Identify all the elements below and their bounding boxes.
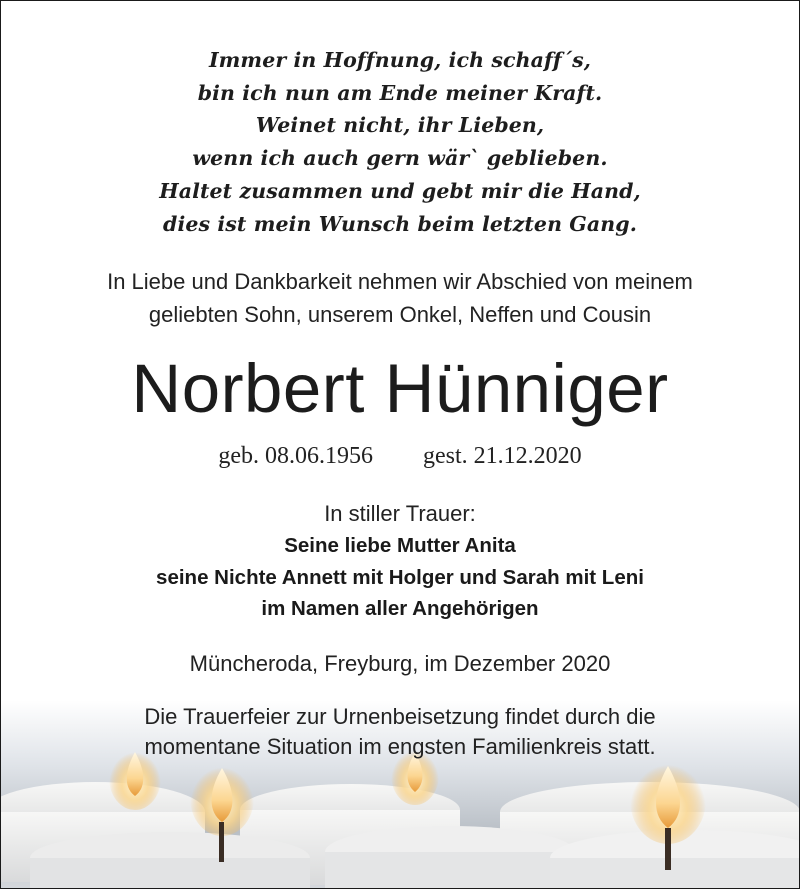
- mourner-line: Seine liebe Mutter Anita: [284, 534, 516, 557]
- mourners-list: [0, 530, 800, 625]
- deceased-name: Norbert Hünniger: [131, 350, 669, 427]
- intro-line: geliebten Sohn, unserem Onkel, Neffen und Cousin: [148, 301, 652, 327]
- mourner-line: im Namen aller Angehörigen: [261, 597, 539, 620]
- intro-line: In Liebe und Dankbarkeit nehmen wir Abschied von meinem: [107, 269, 693, 294]
- notice-line: momentane Situation im engsten Familienkreis statt.: [144, 734, 656, 759]
- intro-text: [0, 266, 800, 331]
- place-and-date: Müncheroda, Freyburg, im Dezember 2020: [189, 651, 611, 676]
- mourner-line: seine Nichte Annett mit Holger und Sarah mit Leni: [156, 565, 644, 589]
- poem-line: Haltet zusammen und gebt mir die Hand,: [159, 178, 641, 203]
- death-date: gest. 21.12.2020: [422, 443, 582, 469]
- birth-date: geb. 08.06.1956: [218, 443, 373, 469]
- poem-line: Immer in Hoffnung, ich schaff´s,: [208, 48, 592, 72]
- poem-line: dies ist mein Wunsch beim letzten Gang.: [163, 211, 637, 236]
- mourning-label: In stiller Trauer:: [324, 501, 476, 526]
- poem-line: bin ich nun am Ende meiner Kraft.: [197, 80, 603, 105]
- life-dates: [0, 440, 800, 472]
- notice-line: Die Trauerfeier zur Urnenbeisetzung findet durch die: [144, 704, 656, 729]
- poem: [0, 44, 800, 240]
- poem-line: Weinet nicht, ihr Lieben,: [255, 113, 545, 138]
- funeral-notice: [0, 702, 800, 762]
- poem-line: wenn ich auch gern wär` geblieben.: [192, 146, 608, 171]
